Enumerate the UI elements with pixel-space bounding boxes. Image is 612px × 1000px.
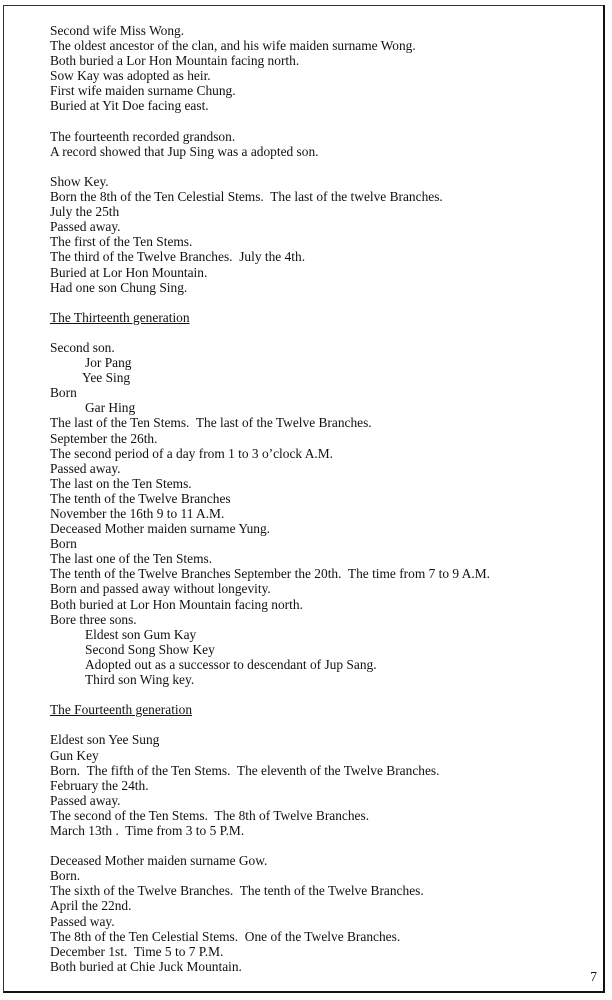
- text-line: The last on the Ten Stems.: [50, 475, 192, 491]
- text-line: September the 26th.: [50, 430, 158, 446]
- text-line: Deceased Mother maiden surname Gow.: [50, 853, 268, 869]
- section-heading: The Fourteenth generation: [50, 702, 193, 718]
- text-line: The third of the Twelve Branches. July the 4th.: [50, 249, 306, 265]
- text-line: Third son Wing key.: [85, 672, 195, 688]
- blank-line: [50, 295, 583, 310]
- text-line: First wife maiden surname Chung.: [50, 83, 236, 99]
- text-line: November the 16th 9 to 11 A.M.: [50, 506, 225, 521]
- blank-line: [50, 838, 583, 853]
- blank-line: [50, 114, 583, 129]
- text-line: The tenth of the Twelve Branches: [50, 490, 231, 506]
- text-line: December 1st. Time 5 to 7 P.M.: [50, 943, 224, 959]
- text-line: Born: [50, 536, 77, 552]
- text-line: Born: [50, 385, 77, 401]
- blank-line: [50, 159, 583, 174]
- text-line: Buried at Yit Doe facing east.: [50, 98, 209, 114]
- text-line: Gun Key: [50, 747, 99, 763]
- text-line: The second of the Ten Stems. The 8th of Twelve Branches.: [50, 807, 370, 823]
- blank-line: [50, 717, 583, 732]
- text-line: Born and passed away without longevity.: [50, 581, 271, 597]
- blank-line: [50, 325, 583, 340]
- page-body-text: [50, 23, 583, 974]
- text-line: Second wife Miss Wong.: [50, 23, 185, 38]
- text-line: A record showed that Jup Sing was a adopted son.: [50, 143, 319, 159]
- document-page: [3, 5, 605, 993]
- text-line: Both buried at Chie Juck Mountain.: [50, 958, 242, 974]
- text-line: March 13th . Time from 3 to 5 P.M.: [50, 822, 245, 838]
- text-line: The first of the Ten Stems.: [50, 234, 193, 250]
- text-line: Show Key.: [50, 173, 109, 189]
- text-line: Passed away.: [50, 792, 121, 808]
- text-line: Both buried a Lor Hon Mountain facing north.: [50, 53, 300, 69]
- text-line: The fourteenth recorded grandson.: [50, 128, 236, 144]
- text-line: The last of the Ten Stems. The last of the Twelve Branches.: [50, 415, 372, 431]
- text-line: Born the 8th of the Ten Celestial Stems. The last of the twelve Branches.: [50, 189, 443, 205]
- text-line: July the 25th: [50, 204, 120, 220]
- text-line: The 8th of the Ten Celestial Stems. One of the Twelve Branches.: [50, 928, 401, 944]
- text-line: Eldest son Gum Kay: [85, 626, 197, 642]
- blank-line: [50, 687, 583, 702]
- text-line: Jor Pang: [85, 355, 132, 371]
- page-number: 7: [590, 969, 597, 984]
- text-line: Passed away.: [50, 219, 121, 235]
- text-line: Buried at Lor Hon Mountain.: [50, 264, 208, 280]
- text-line: April the 22nd.: [50, 898, 132, 914]
- text-line: Both buried at Lor Hon Mountain facing north.: [50, 596, 303, 612]
- text-line: Adopted out as a successor to descendant of Jup Sang.: [85, 656, 377, 672]
- text-line: The tenth of the Twelve Branches September the 20th. The time from 7 to 9 A.M.: [50, 566, 490, 582]
- text-line: The last one of the Ten Stems.: [50, 551, 213, 567]
- text-line: Passed way.: [50, 913, 115, 929]
- text-line: Born.: [50, 868, 81, 884]
- text-line: February the 24th.: [50, 777, 149, 793]
- text-line: The oldest ancestor of the clan, and his wife maiden surname Wong.: [50, 38, 416, 54]
- text-line: Yee Sing: [82, 370, 131, 386]
- text-line: The sixth of the Twelve Branches. The tenth of the Twelve Branches.: [50, 883, 424, 899]
- text-line: Eldest son Yee Sung: [50, 732, 160, 748]
- text-line: Born. The fifth of the Ten Stems. The eleventh of the Twelve Branches.: [50, 762, 440, 778]
- section-heading: The Thirteenth generation: [50, 309, 190, 325]
- text-line: Passed away.: [50, 460, 121, 476]
- text-line: Second Song Show Key: [85, 641, 215, 657]
- text-line: Had one son Chung Sing.: [50, 279, 188, 295]
- text-line: Gar Hing: [85, 400, 136, 416]
- text-line: Bore three sons.: [50, 611, 137, 627]
- text-line: Second son.: [50, 339, 115, 355]
- text-line: Sow Kay was adopted as heir.: [50, 68, 211, 84]
- text-line: Deceased Mother maiden surname Yung.: [50, 521, 271, 537]
- text-line: The second period of a day from 1 to 3 o’clock A.M.: [50, 445, 333, 461]
